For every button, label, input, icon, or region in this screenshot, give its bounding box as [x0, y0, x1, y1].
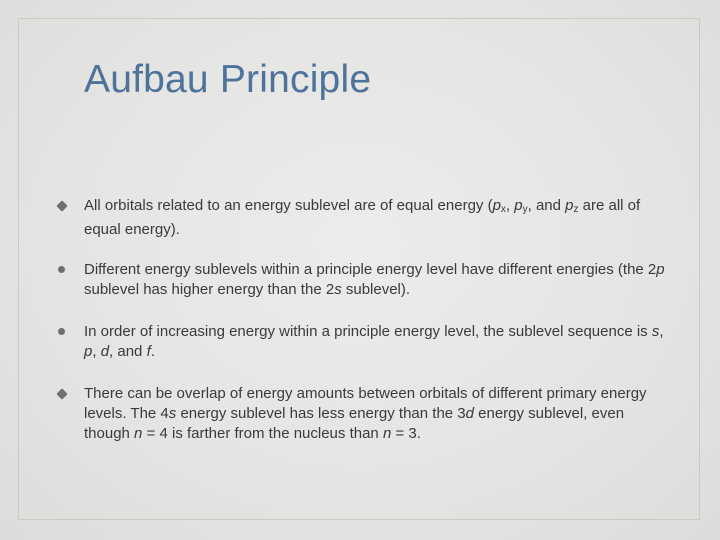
bullet-text-segment: sublevel has higher energy than the 2 — [84, 281, 335, 298]
bullet-item — [58, 260, 668, 300]
bullet-text — [84, 385, 647, 442]
bullet-text-segment: = 4 is farther from the nucleus than — [142, 425, 383, 442]
bullet-text-segment: , — [659, 323, 664, 340]
bullet-star-icon — [56, 200, 67, 211]
bullet-text-segment: , and — [109, 343, 147, 360]
bullet-list — [58, 196, 668, 464]
bullet-text-segment: p — [514, 197, 523, 214]
bullet-text-segment: n — [382, 425, 392, 442]
bullet-text-segment: = 3. — [391, 425, 421, 442]
bullet-text-segment: There can be overlap of energy amounts between orbitals of different primary energy levels. The 4 — [84, 385, 647, 422]
bullet-text — [84, 323, 664, 360]
bullet-text-segment: d — [465, 405, 474, 422]
slide-title: Aufbau Principle — [84, 58, 372, 101]
bullet-text-segment: Different energy sublevels within a principle energy level have different energies (the 2 — [84, 261, 657, 278]
bullet-text-segment: are all of equal energy). — [84, 197, 641, 238]
bullet-text-segment: y — [522, 204, 528, 215]
bullet-text-segment: p — [492, 197, 501, 214]
bullet-text-segment: s — [168, 405, 177, 422]
bullet-text-segment: , and — [527, 197, 566, 214]
bullet-text-segment: z — [573, 204, 579, 215]
bullet-dot-icon — [58, 328, 65, 335]
bullet-item — [58, 322, 668, 362]
bullet-text-segment: s — [651, 323, 660, 340]
bullet-dot-icon — [58, 266, 65, 273]
bullet-text-segment: p — [656, 261, 665, 278]
bullet-text-segment: sublevel). — [341, 281, 411, 298]
bullet-item — [58, 196, 668, 240]
bullet-text-segment: All orbitals related to an energy sublevel are of equal energy ( — [84, 197, 493, 214]
bullet-text-segment: f — [146, 343, 151, 360]
bullet-text-segment: In order of increasing energy within a principle energy level, the sublevel sequence is — [84, 323, 652, 340]
bullet-item — [58, 384, 668, 444]
bullet-text-segment: energy sublevel, even though — [84, 405, 625, 442]
bullet-text-segment: x — [500, 204, 506, 215]
bullet-text-segment: . — [150, 343, 155, 360]
bullet-text-segment: p — [565, 197, 574, 214]
bullet-text-segment: s — [334, 281, 342, 298]
bullet-text-segment: , — [92, 343, 101, 360]
bullet-text-segment: , — [505, 197, 515, 214]
bullet-text — [84, 261, 665, 298]
bullet-text-segment: p — [84, 343, 93, 360]
bullet-star-icon — [56, 388, 67, 399]
bullet-text — [84, 197, 640, 238]
bullet-text-segment: d — [100, 343, 110, 360]
bullet-text-segment: energy sublevel has less energy than the 3 — [176, 405, 466, 422]
bullet-text-segment: n — [134, 425, 143, 442]
